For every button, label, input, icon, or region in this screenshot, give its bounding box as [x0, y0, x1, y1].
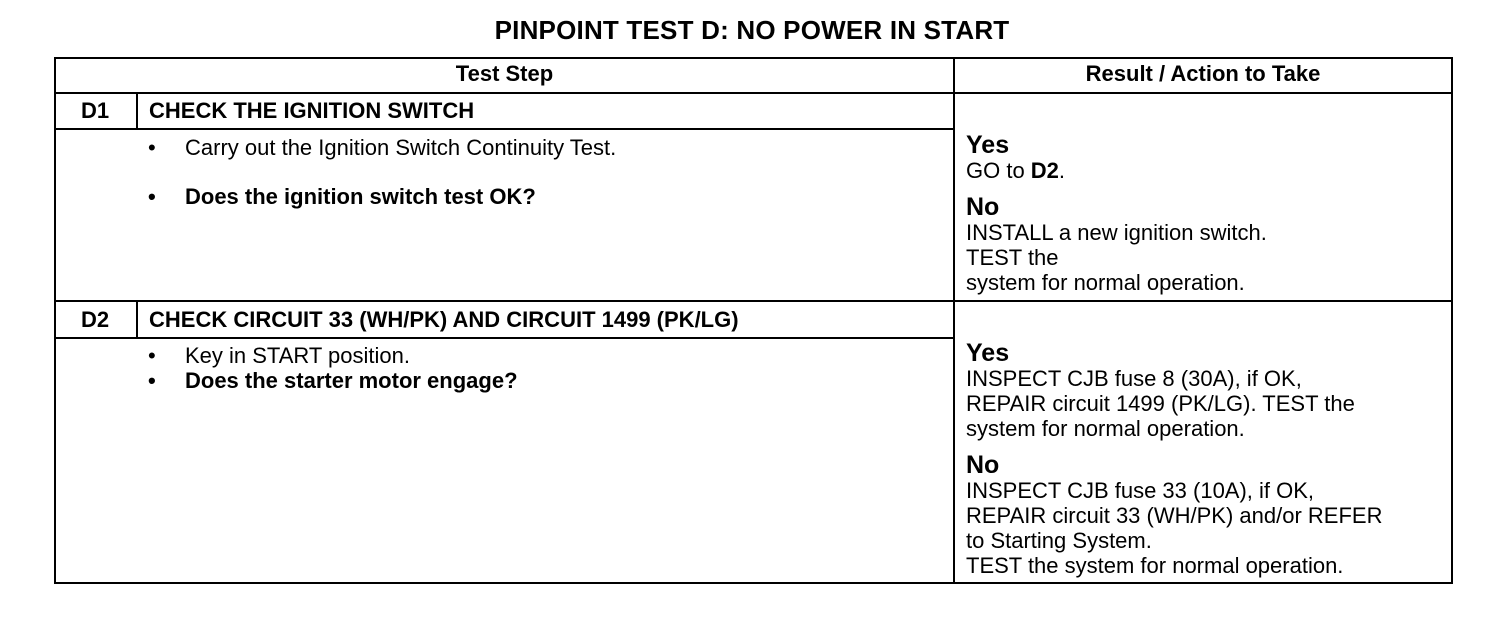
result-yes: [966, 340, 1355, 441]
header-test-step: Test Step: [455, 61, 554, 86]
no-action-line: to Starting System.: [966, 528, 1152, 553]
result-yes: [966, 132, 1065, 183]
bullet-text: Does the ignition switch test OK?: [185, 184, 536, 209]
yes-action: [966, 158, 1065, 183]
no-action-line: INSTALL a new ignition switch.: [966, 220, 1267, 245]
bullet-text: Does the starter motor engage?: [185, 368, 518, 393]
yes-label: Yes: [966, 339, 1010, 367]
yes-action-suffix: .: [1058, 158, 1066, 183]
bullet-glyph: •: [148, 135, 156, 160]
yes-action-line: REPAIR circuit 1499 (PK/LG). TEST the: [966, 391, 1355, 416]
step-title: CHECK THE IGNITION SWITCH: [149, 98, 475, 123]
d1-id-divider: [136, 92, 138, 129]
d2-title-divider: [54, 337, 954, 339]
bullet-text: Key in START position.: [185, 343, 410, 368]
result-no: [966, 194, 1267, 295]
header-result-action: Result / Action to Take: [1085, 61, 1321, 86]
no-label: No: [966, 451, 1000, 479]
no-action-line: REPAIR circuit 33 (WH/PK) and/or REFER: [966, 503, 1383, 528]
result-no: [966, 452, 1382, 578]
step-title: CHECK CIRCUIT 33 (WH/PK) AND CIRCUIT 1499 (PK/LG): [149, 307, 739, 332]
bullet-glyph: •: [148, 368, 156, 393]
d1-title-divider: [54, 128, 954, 130]
column-divider: [953, 57, 955, 584]
no-action-line: TEST the: [966, 245, 1059, 270]
step-id: D2: [80, 307, 110, 332]
bullet-text: Carry out the Ignition Switch Continuity Test.: [185, 135, 617, 160]
yes-action-line: INSPECT CJB fuse 8 (30A), if OK,: [966, 366, 1302, 391]
yes-action-ref: D2: [1030, 158, 1059, 183]
bullet-glyph: •: [148, 343, 156, 368]
header-divider: [54, 92, 1453, 94]
no-action-line: INSPECT CJB fuse 33 (10A), if OK,: [966, 478, 1315, 503]
yes-action-line: system for normal operation.: [966, 416, 1245, 441]
yes-label: Yes: [966, 131, 1010, 159]
no-label: No: [966, 193, 1000, 221]
no-action-line: TEST the system for normal operation.: [966, 553, 1344, 578]
no-action-line: system for normal operation.: [966, 270, 1245, 295]
page-title: PINPOINT TEST D: NO POWER IN START: [494, 15, 1010, 45]
d2-id-divider: [136, 300, 138, 338]
bullet-glyph: •: [148, 184, 156, 209]
yes-action-prefix: GO to: [966, 158, 1031, 183]
step-id: D1: [80, 98, 110, 123]
step-divider: [54, 300, 1453, 302]
